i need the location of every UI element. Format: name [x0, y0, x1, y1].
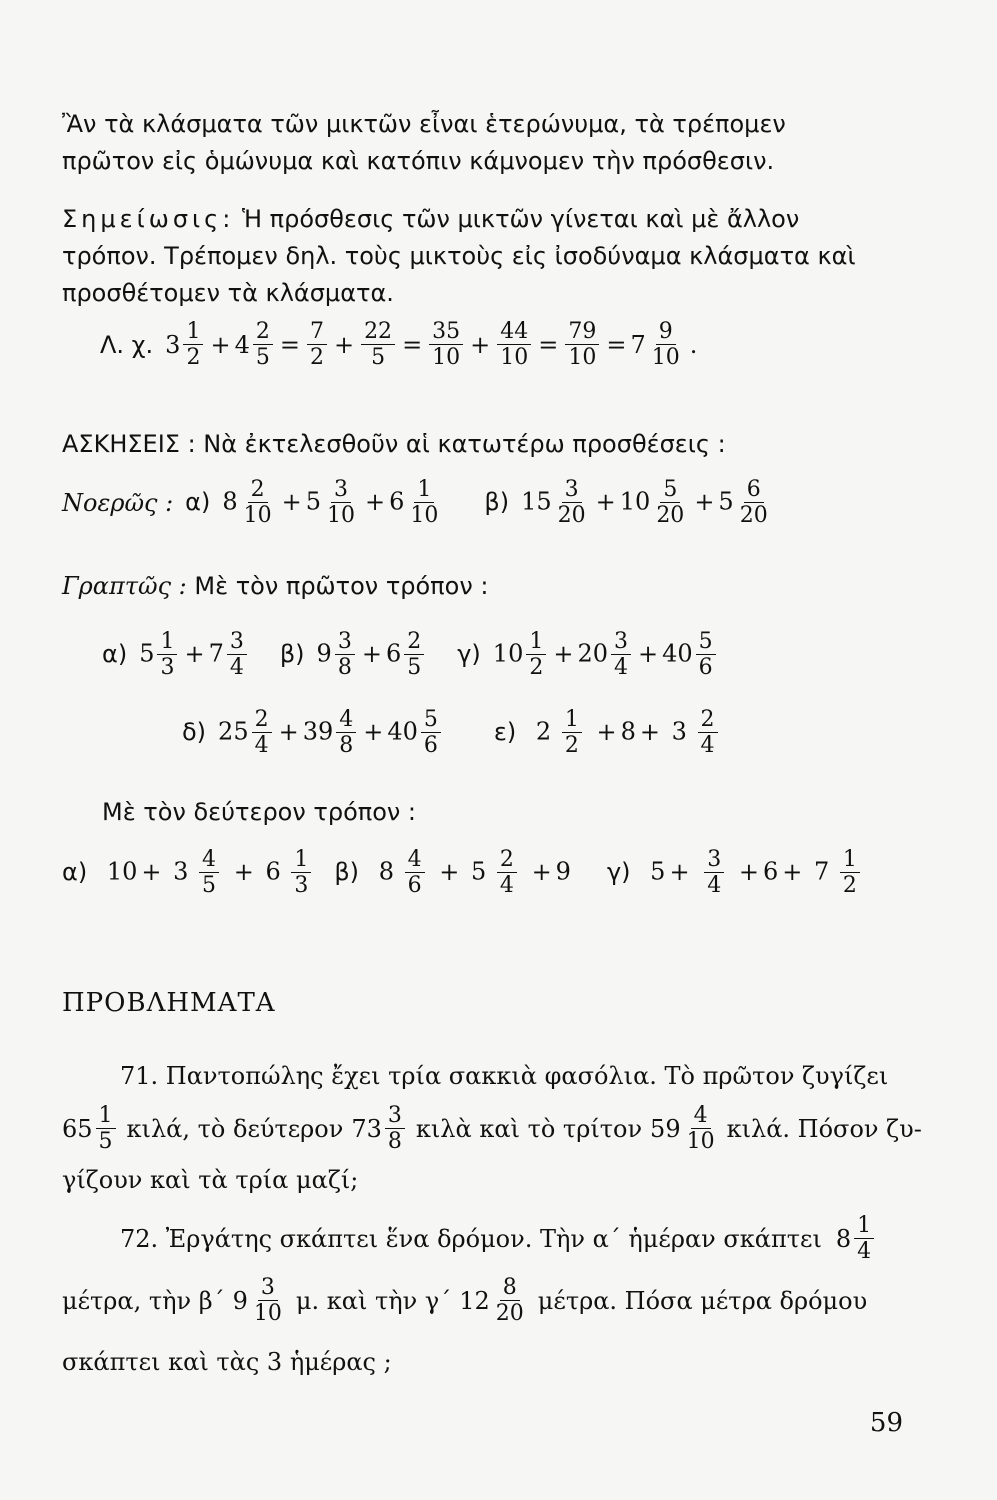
plus-sign: +: [365, 487, 386, 516]
mixed-whole: 4: [234, 330, 250, 359]
equals-sign: =: [538, 330, 559, 359]
exercise-g: γ) 5 + $\frac{3}{4}$ + 6 + 7 $\frac{1}{2}$: [607, 848, 863, 897]
problem-72-line-1: 72. Ἐργάτης σκάπτει ἕνα δρόμον. Τὴν α΄ ἡμέραν σκάπτει 8 $\frac{1}{4}$: [120, 1214, 877, 1263]
fraction: $\frac{3}{4}$: [611, 630, 631, 679]
fraction: $\frac{2}{5}$: [404, 630, 424, 679]
page-number: 59: [869, 1408, 903, 1438]
fraction: $\frac{3}{8}$: [385, 1104, 405, 1153]
fraction: $\frac{1}{2}$: [183, 320, 203, 369]
mixed-whole: 10: [492, 639, 524, 668]
mental-label: Νοερῶς :: [62, 488, 174, 517]
note-line-1: [62, 205, 799, 233]
intro-line-2: πρῶτον εἰς ὁμώνυμα καὶ κατόπιν κάμνομεν τὴν πρόσθεσιν.: [62, 147, 775, 175]
equals-sign: =: [606, 330, 627, 359]
plus-sign: +: [210, 330, 231, 359]
exercise-b: β) 8 $\frac{4}{6}$ + 5 $\frac{2}{4}$ + 9: [334, 847, 571, 899]
equals-sign: =: [402, 330, 423, 359]
fraction: $\frac{1}{3}$: [157, 630, 177, 679]
mixed-whole: 25: [218, 717, 249, 746]
mixed-whole: 40: [662, 639, 693, 668]
problem-72-line-2: μέτρα, τὴν β΄ 9 $\frac{3}{10}$ μ. καὶ τὴν γ΄ 12 $\frac{8}{20}$ μέτρα. Πόσα μέτρα δρόμου: [62, 1275, 868, 1327]
exercise-a: [102, 630, 250, 679]
plus-sign: +: [638, 639, 659, 668]
exercise-label: β): [484, 487, 510, 516]
problems-heading: ΠΡΟΒΛΗΜΑΤΑ: [62, 988, 276, 1018]
mixed-whole: 7: [630, 330, 646, 359]
fraction: $\frac{44}{10}$: [497, 320, 531, 369]
exercise-g: [457, 630, 718, 679]
second-way-row: [62, 848, 863, 897]
written-line: [62, 572, 488, 600]
fraction: $\frac{79}{10}$: [565, 320, 599, 369]
mixed-whole: 10: [619, 487, 651, 516]
plus-sign: +: [333, 330, 355, 359]
mixed-whole: 15: [521, 487, 552, 516]
fraction: $\frac{2}{5}$: [253, 320, 273, 369]
fraction: $\frac{6}{20}$: [739, 477, 768, 529]
intro-line-1: Ἂν τὰ κλάσματα τῶν μικτῶν εἶναι ἑτερώνυμα, τὰ τρέπομεν: [62, 110, 786, 138]
fraction: $\frac{1}{5}$: [96, 1104, 116, 1153]
period: .: [689, 330, 698, 359]
fraction: $\frac{1}{2}$: [562, 708, 582, 757]
mixed-whole: 6: [385, 639, 402, 668]
problem-71-line-3: γίζουν καὶ τὰ τρία μαζί;: [62, 1166, 359, 1194]
plus-sign: +: [281, 487, 302, 516]
fraction: $\frac{3}{20}$: [557, 477, 586, 529]
fraction: $\frac{5}{6}$: [421, 708, 441, 757]
fraction: $\frac{4}{6}$: [405, 848, 425, 897]
exercise-label: γ): [457, 639, 481, 668]
mixed-whole: 5: [305, 487, 322, 516]
fraction: $\frac{7}{2}$: [307, 320, 327, 369]
fraction: $\frac{9}{10}$: [651, 319, 680, 371]
mixed-whole: 6: [389, 487, 405, 516]
exercise-e: ε) 2 $\frac{1}{2}$ + 8 + 3 $\frac{2}{4}$: [494, 708, 721, 757]
exercise-b: [484, 478, 773, 527]
mixed-whole: 7: [208, 639, 224, 668]
fraction: $\frac{4}{10}$: [686, 1103, 715, 1155]
note-line-3: προσθέτομεν τὰ κλάσματα.: [62, 279, 394, 307]
fraction: $\frac{2}{10}$: [243, 477, 272, 529]
problem-72-line-3: σκάπτει καὶ τὰς 3 ἡμέρας ;: [62, 1348, 392, 1376]
plus-sign: +: [595, 487, 616, 516]
fraction: $\frac{3}{10}$: [253, 1275, 282, 1327]
equals-sign: =: [279, 330, 300, 359]
plus-sign: +: [470, 330, 491, 359]
fraction: $\frac{3}{4}$: [704, 848, 724, 897]
mixed-whole: 5: [139, 639, 155, 668]
fraction: $\frac{1}{4}$: [854, 1214, 874, 1263]
plus-sign: +: [694, 487, 715, 516]
fraction: $\frac{1}{3}$: [291, 848, 311, 897]
problem-71-line-1: 71. Παντοπώλης ἔχει τρία σακκιὰ φασόλια. Τὸ πρῶτον ζυγίζει: [120, 1062, 889, 1090]
exercise-label: α): [185, 487, 211, 516]
second-way-label: Μὲ τὸν δεύτερον τρόπον :: [102, 798, 417, 826]
mixed-whole: 8: [222, 487, 238, 516]
plus-sign: +: [553, 639, 574, 668]
note-line-2: τρόπον. Τρέπομεν δηλ. τοὺς μικτοὺς εἰς ἰσοδύναμα κλάσματα καὶ: [62, 242, 856, 270]
fraction: $\frac{1}{10}$: [410, 477, 439, 529]
exercise-label: β): [279, 639, 305, 668]
exercise-a: α) 10 + 3 $\frac{4}{5}$ + 6 $\frac{1}{3}$: [62, 848, 314, 897]
fraction: $\frac{8}{20}$: [495, 1275, 524, 1327]
mental-exercises: [62, 478, 774, 527]
mixed-whole: 9: [316, 639, 332, 668]
fraction: $\frac{4}{5}$: [199, 848, 219, 897]
mixed-whole: 3: [165, 330, 181, 359]
example-equation: [100, 320, 701, 369]
mixed-whole: 40: [387, 717, 418, 746]
note-label: Σημείωσις:: [62, 205, 235, 233]
fraction: $\frac{2}{4}$: [252, 708, 272, 757]
mixed-whole: 20: [577, 639, 608, 668]
plus-sign: +: [361, 639, 382, 668]
mixed-whole: 5: [718, 487, 734, 516]
plus-sign: +: [184, 639, 205, 668]
written-label: Γραπτῶς :: [62, 572, 187, 600]
note-text-1: Ἡ πρόσθεσις τῶν μικτῶν γίνεται καὶ μὲ ἄλλον: [241, 205, 800, 233]
exercise-label: δ): [182, 717, 207, 746]
first-way-label: Μὲ τὸν πρῶτον τρόπον :: [194, 572, 489, 600]
written-row-2: [182, 708, 721, 757]
fraction: $\frac{2}{4}$: [497, 848, 517, 897]
problem-71-line-2: 65 $\frac{1}{5}$ κιλά, τὸ δεύτερον 73 $\frac{3}{8}$ κιλὰ καὶ τὸ τρίτον 59 $\frac{4}{10}$ κιλά. Πόσον ζυ-: [62, 1103, 922, 1155]
fraction: $\frac{3}{10}$: [327, 477, 356, 529]
exercise-a: [185, 478, 444, 527]
fraction: $\frac{3}{4}$: [227, 630, 247, 679]
mixed-whole: 39: [302, 717, 334, 746]
example-label: Λ. χ.: [100, 330, 154, 359]
fraction: $\frac{4}{8}$: [336, 708, 356, 757]
exercise-d: [182, 708, 444, 757]
written-row-1: [102, 630, 719, 679]
exercises-title: ΑΣΚΗΣΕΙΣ : Νὰ ἐκτελεσθοῦν αἱ κατωτέρω προσθέσεις :: [62, 430, 726, 458]
fraction: $\frac{1}{2}$: [840, 848, 860, 897]
plus-sign: +: [278, 717, 299, 746]
exercise-b: [280, 630, 427, 679]
fraction: $\frac{22}{5}$: [361, 320, 395, 369]
exercise-label: α): [102, 639, 128, 668]
fraction: $\frac{2}{4}$: [698, 708, 718, 757]
fraction: $\frac{5}{6}$: [696, 630, 716, 679]
fraction: $\frac{5}{20}$: [656, 477, 685, 529]
fraction: $\frac{1}{2}$: [526, 630, 546, 679]
plus-sign: +: [363, 717, 384, 746]
fraction: $\frac{35}{10}$: [429, 320, 463, 369]
fraction: $\frac{3}{8}$: [335, 630, 355, 679]
